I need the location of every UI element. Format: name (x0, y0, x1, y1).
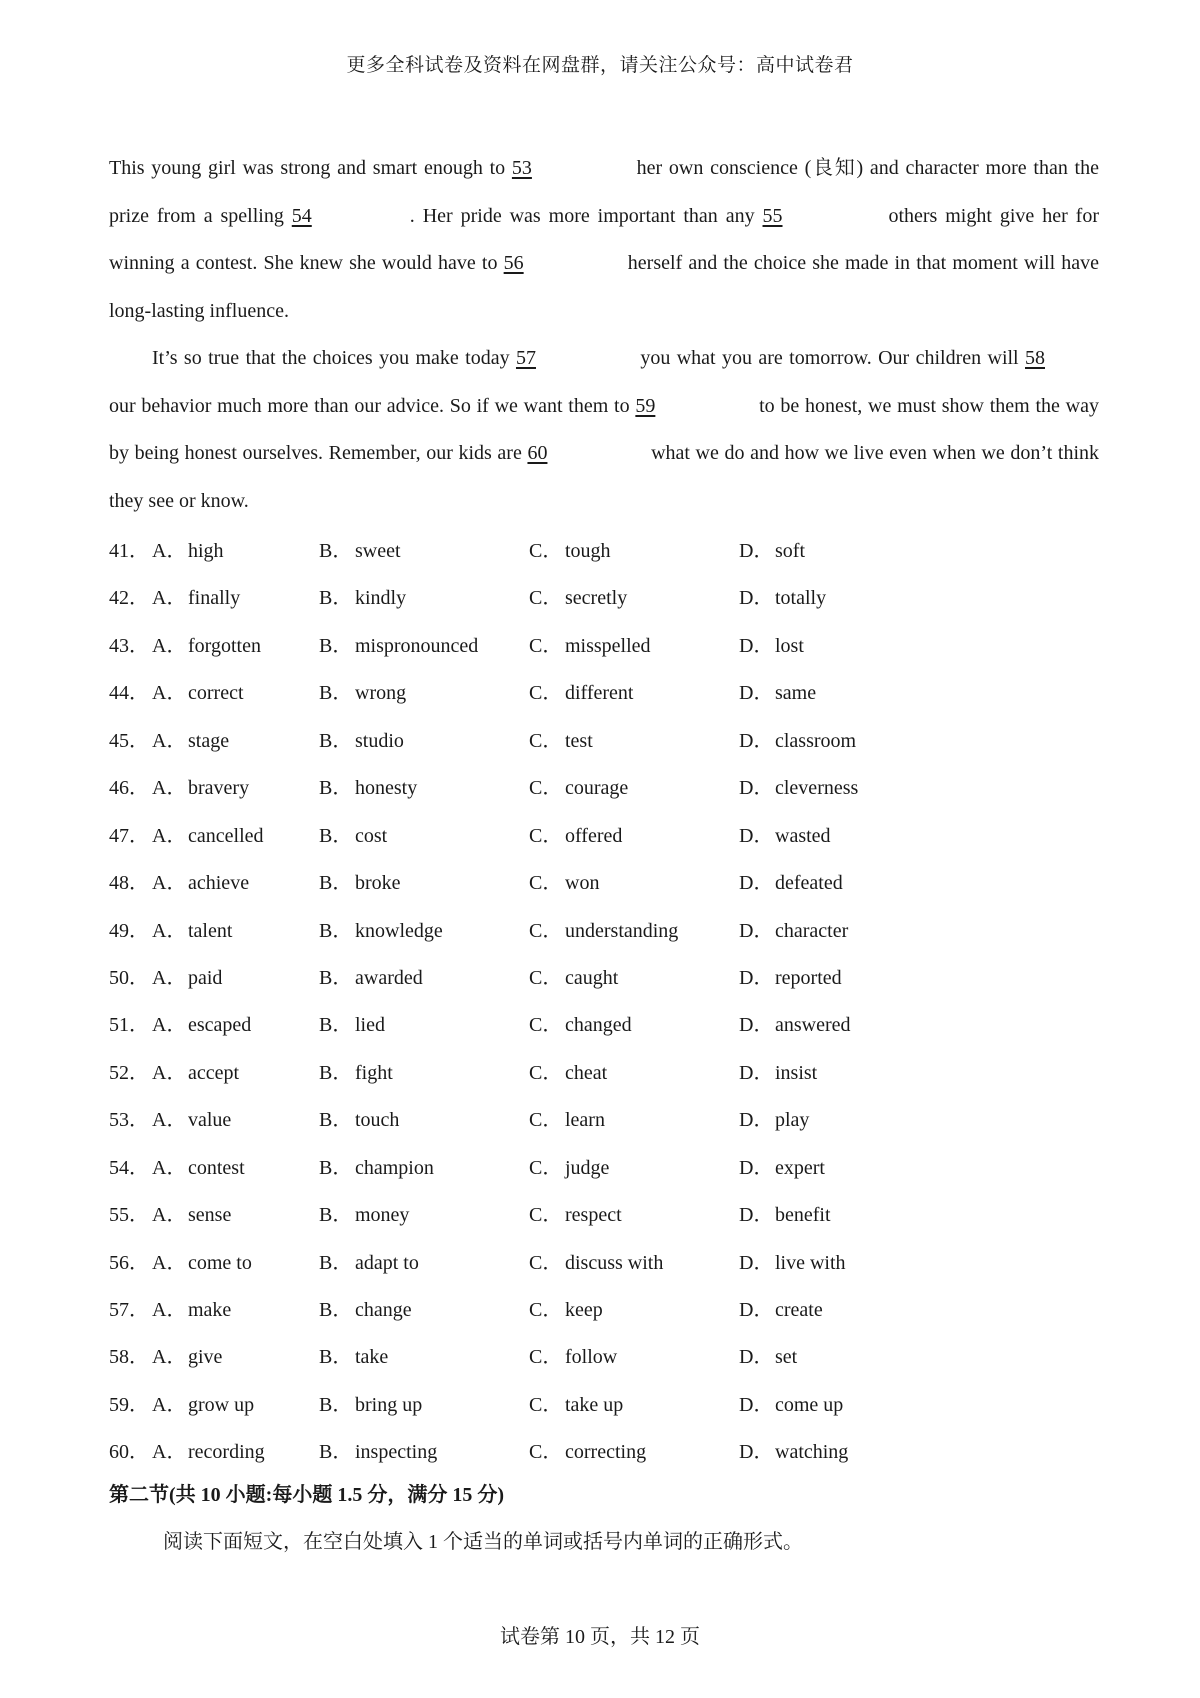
question-number: 47． (109, 824, 149, 847)
option-letter-a: A． (152, 777, 187, 800)
option-b-text: broke (355, 872, 401, 895)
option-d-text: insist (775, 1061, 818, 1084)
option-letter-c: C． (529, 1204, 563, 1227)
option-c-text: understanding (565, 919, 679, 942)
option-letter-a: A． (152, 824, 187, 847)
option-letter-b: B． (319, 824, 353, 847)
option-a-text: accept (188, 1061, 240, 1084)
question-row (109, 718, 1009, 765)
question-number: 56． (109, 1251, 149, 1274)
option-letter-a: A． (152, 872, 187, 895)
option-b-text: fight (355, 1061, 393, 1084)
question-number: 44． (109, 682, 149, 705)
question-number: 42． (109, 587, 149, 610)
option-b-text: inspecting (355, 1441, 438, 1464)
option-d-text: answered (775, 1014, 851, 1037)
question-row (109, 528, 1009, 575)
option-a-text: recording (188, 1441, 265, 1464)
option-letter-a: A． (152, 634, 187, 657)
option-letter-c: C． (529, 729, 563, 752)
passage-text: This young girl was strong and smart enough to (109, 157, 512, 179)
option-letter-a: A． (152, 1156, 187, 1179)
option-letter-a: A． (152, 1204, 187, 1227)
question-number: 53． (109, 1109, 149, 1132)
blank-53: 53 (511, 157, 532, 179)
question-row (109, 1145, 1009, 1192)
question-number: 46． (109, 777, 149, 800)
option-c-text: learn (565, 1109, 605, 1132)
option-d-text: defeated (775, 872, 843, 895)
option-d-text: reported (775, 966, 842, 989)
option-letter-a: A． (152, 1109, 187, 1132)
option-letter-a: A． (152, 1014, 187, 1037)
option-letter-b: B． (319, 634, 353, 657)
option-c-text: take up (565, 1393, 624, 1416)
option-a-text: escaped (188, 1014, 252, 1037)
option-letter-d: D． (739, 1299, 774, 1321)
option-b-text: knowledge (355, 919, 443, 942)
question-row (109, 1192, 1009, 1239)
option-b-text: awarded (355, 966, 423, 989)
option-letter-b: B． (319, 729, 353, 752)
cloze-passage (109, 145, 1099, 525)
blank-58: 58 (1025, 347, 1045, 369)
option-a-text: cancelled (188, 824, 264, 847)
question-number: 54． (109, 1156, 149, 1179)
option-letter-a: A． (152, 1251, 187, 1274)
blank-57: 57 (515, 347, 536, 369)
blank-56: 56 (503, 252, 524, 274)
option-letter-c: C． (529, 540, 563, 562)
option-d-text: expert (775, 1156, 825, 1179)
option-letter-d: D． (739, 1014, 774, 1037)
passage-text: you what you are tomorrow. Our children will (633, 347, 1025, 369)
option-c-text: offered (565, 824, 623, 847)
option-letter-d: D． (739, 634, 774, 657)
option-d-text: benefit (775, 1204, 831, 1227)
option-b-text: bring up (355, 1393, 423, 1416)
option-letter-b: B． (319, 966, 353, 989)
option-letter-d: D． (739, 1109, 774, 1132)
option-letter-c: C． (529, 872, 563, 895)
option-letter-d: D． (739, 1393, 774, 1416)
option-c-text: respect (565, 1204, 622, 1227)
blank-60: 60 (527, 442, 548, 464)
option-letter-d: D． (739, 1156, 774, 1179)
option-c-text: judge (565, 1156, 610, 1179)
option-letter-b: B． (319, 777, 353, 800)
option-letter-b: B． (319, 1299, 353, 1321)
question-number: 52． (109, 1061, 149, 1084)
option-d-text: classroom (775, 729, 857, 752)
option-d-text: come up (775, 1393, 844, 1416)
question-row (109, 1382, 1009, 1429)
option-letter-b: B． (319, 1109, 353, 1132)
option-b-text: lied (355, 1014, 385, 1037)
option-letter-a: A． (152, 540, 187, 562)
question-number: 60． (109, 1441, 149, 1464)
question-number: 41． (109, 540, 149, 562)
passage-text: others might give her for winning a contest. She knew she would have to (109, 204, 1099, 274)
option-a-text: stage (188, 729, 230, 752)
question-row (109, 765, 1009, 812)
option-letter-a: A． (152, 1346, 187, 1369)
passage-paragraph-2 (109, 335, 1099, 525)
question-row (109, 1240, 1009, 1287)
option-d-text: totally (775, 587, 827, 610)
option-d-text: character (775, 919, 849, 942)
option-letter-c: C． (529, 682, 563, 705)
option-letter-b: B． (319, 682, 353, 705)
option-letter-c: C． (529, 966, 563, 989)
option-letter-c: C． (529, 919, 563, 942)
question-number: 58． (109, 1346, 149, 1369)
option-d-text: wasted (775, 824, 831, 847)
question-number: 49． (109, 919, 149, 942)
option-letter-c: C． (529, 1299, 563, 1321)
section-instruction: 阅读下面短文，在空白处填入 1 个适当的单词或括号内单词的正确形式。 (163, 1531, 803, 1553)
option-letter-d: D． (739, 1251, 774, 1274)
option-c-text: caught (565, 966, 619, 989)
question-row (109, 860, 1009, 907)
question-row (109, 1287, 1009, 1334)
page-footer: 试卷第 10 页，共 12 页 (500, 1626, 700, 1648)
option-c-text: cheat (565, 1061, 608, 1084)
option-letter-c: C． (529, 1061, 563, 1084)
question-number: 59． (109, 1393, 149, 1416)
option-letter-a: A． (152, 1393, 187, 1416)
option-a-text: talent (188, 919, 233, 942)
option-letter-c: C． (529, 1014, 563, 1037)
option-letter-d: D． (739, 587, 774, 610)
option-a-text: finally (188, 587, 241, 610)
question-number: 55． (109, 1204, 149, 1227)
option-letter-c: C． (529, 634, 563, 657)
option-a-text: correct (188, 682, 244, 705)
option-a-text: bravery (188, 777, 250, 800)
option-letter-d: D． (739, 1346, 774, 1369)
passage-text: what we do and how we live even when we don’t think they see or know. (109, 442, 1099, 512)
option-b-text: kindly (355, 587, 407, 610)
option-d-text: set (775, 1346, 798, 1369)
question-number: 45． (109, 729, 149, 752)
option-d-text: cleverness (775, 777, 859, 800)
option-a-text: give (188, 1346, 223, 1369)
option-b-text: take (355, 1346, 389, 1369)
passage-text: her own conscience (良知) and character more than the prize from a spelling (109, 157, 1099, 227)
option-b-text: sweet (355, 540, 401, 562)
option-letter-d: D． (739, 824, 774, 847)
option-letter-d: D． (739, 1204, 774, 1227)
option-letter-b: B． (319, 1061, 353, 1084)
option-letter-a: A． (152, 1299, 187, 1321)
passage-text: to be honest, we must show them the way by being honest ourselves. Remember, our kids are (109, 394, 1099, 464)
option-a-text: sense (188, 1204, 232, 1227)
passage-text: herself and the choice she made in that moment will have long-lasting influence. (109, 252, 1100, 322)
option-letter-d: D． (739, 966, 774, 989)
option-c-text: tough (565, 540, 611, 562)
question-row (109, 575, 1009, 622)
option-letter-b: B． (319, 1346, 353, 1369)
option-a-text: paid (188, 966, 223, 989)
option-d-text: live with (775, 1251, 846, 1274)
option-letter-b: B． (319, 1441, 353, 1464)
option-letter-d: D． (739, 1061, 774, 1084)
option-b-text: honesty (355, 777, 418, 800)
question-number: 43． (109, 634, 149, 657)
option-letter-d: D． (739, 919, 774, 942)
question-row (109, 670, 1009, 717)
option-letter-b: B． (319, 872, 353, 895)
question-row (109, 1002, 1009, 1049)
option-d-text: same (775, 682, 817, 705)
option-letter-a: A． (152, 729, 187, 752)
option-c-text: correcting (565, 1441, 647, 1464)
option-letter-a: A． (152, 682, 187, 705)
option-letter-d: D． (739, 729, 774, 752)
option-letter-b: B． (319, 1393, 353, 1416)
option-letter-c: C． (529, 777, 563, 800)
option-letter-a: A． (152, 1061, 187, 1084)
option-letter-d: D． (739, 777, 774, 800)
option-letter-d: D． (739, 682, 774, 705)
option-a-text: contest (188, 1156, 245, 1179)
page-header: 更多全科试卷及资料在网盘群，请关注公众号：高中试卷君 (346, 55, 854, 76)
option-letter-d: D． (739, 872, 774, 895)
question-row (109, 955, 1009, 1002)
section-title: 第二节(共 10 小题:每小题 1.5 分，满分 15 分) (109, 1484, 504, 1506)
passage-paragraph-1 (109, 145, 1099, 335)
option-d-text: create (775, 1299, 823, 1321)
question-row (109, 1097, 1009, 1144)
option-b-text: mispronounced (355, 634, 479, 657)
question-row (109, 813, 1009, 860)
option-letter-c: C． (529, 587, 563, 610)
option-b-text: champion (355, 1156, 434, 1179)
option-a-text: high (188, 540, 224, 562)
option-c-text: keep (565, 1299, 603, 1321)
option-c-text: different (565, 682, 634, 705)
option-letter-a: A． (152, 587, 187, 610)
option-b-text: wrong (355, 682, 407, 705)
option-d-text: lost (775, 634, 804, 657)
option-c-text: follow (565, 1346, 618, 1369)
question-options-list (109, 528, 1009, 1477)
option-b-text: change (355, 1299, 412, 1321)
option-letter-d: D． (739, 540, 774, 562)
option-a-text: value (188, 1109, 232, 1132)
option-letter-c: C． (529, 824, 563, 847)
option-c-text: secretly (565, 587, 628, 610)
option-letter-b: B． (319, 1251, 353, 1274)
option-letter-b: B． (319, 1156, 353, 1179)
question-row (109, 908, 1009, 955)
question-row (109, 623, 1009, 670)
option-a-text: achieve (188, 872, 250, 895)
option-d-text: play (775, 1109, 810, 1132)
option-letter-c: C． (529, 1346, 563, 1369)
question-number: 48． (109, 872, 149, 895)
option-b-text: studio (355, 729, 404, 752)
option-letter-c: C． (529, 1441, 563, 1464)
option-letter-b: B． (319, 1204, 353, 1227)
option-letter-a: A． (152, 966, 187, 989)
option-c-text: discuss with (565, 1251, 664, 1274)
option-letter-c: C． (529, 1251, 563, 1274)
option-letter-b: B． (319, 587, 353, 610)
option-letter-b: B． (319, 1014, 353, 1037)
question-row (109, 1429, 1009, 1476)
option-a-text: make (188, 1299, 232, 1321)
question-number: 50． (109, 966, 149, 989)
option-c-text: misspelled (565, 634, 651, 657)
option-a-text: grow up (188, 1393, 255, 1416)
option-letter-a: A． (152, 1441, 187, 1464)
question-number: 51． (109, 1014, 149, 1037)
option-b-text: adapt to (355, 1251, 419, 1274)
passage-text: . Her pride was more important than any (409, 204, 763, 227)
option-b-text: cost (355, 824, 388, 847)
question-number: 57． (109, 1299, 149, 1321)
option-b-text: touch (355, 1109, 400, 1132)
blank-55: 55 (762, 204, 783, 227)
option-c-text: changed (565, 1014, 632, 1037)
blank-59: 59 (635, 394, 656, 417)
option-a-text: come to (188, 1251, 252, 1274)
option-d-text: soft (775, 540, 805, 562)
option-c-text: courage (565, 777, 629, 800)
passage-text: It’s so true that the choices you make today (152, 347, 516, 369)
option-letter-a: A． (152, 919, 187, 942)
question-row (109, 1334, 1009, 1381)
question-row (109, 1050, 1009, 1097)
passage-text: our behavior much more than our advice. So if we want them to (109, 394, 636, 417)
option-letter-c: C． (529, 1156, 563, 1179)
option-letter-d: D． (739, 1441, 774, 1464)
option-d-text: watching (775, 1441, 849, 1464)
option-letter-b: B． (319, 919, 353, 942)
option-letter-c: C． (529, 1393, 563, 1416)
option-c-text: test (565, 729, 593, 752)
option-c-text: won (565, 872, 600, 895)
option-b-text: money (355, 1204, 410, 1227)
blank-54: 54 (291, 204, 312, 227)
option-letter-b: B． (319, 540, 353, 562)
option-a-text: forgotten (188, 634, 261, 657)
option-letter-c: C． (529, 1109, 563, 1132)
